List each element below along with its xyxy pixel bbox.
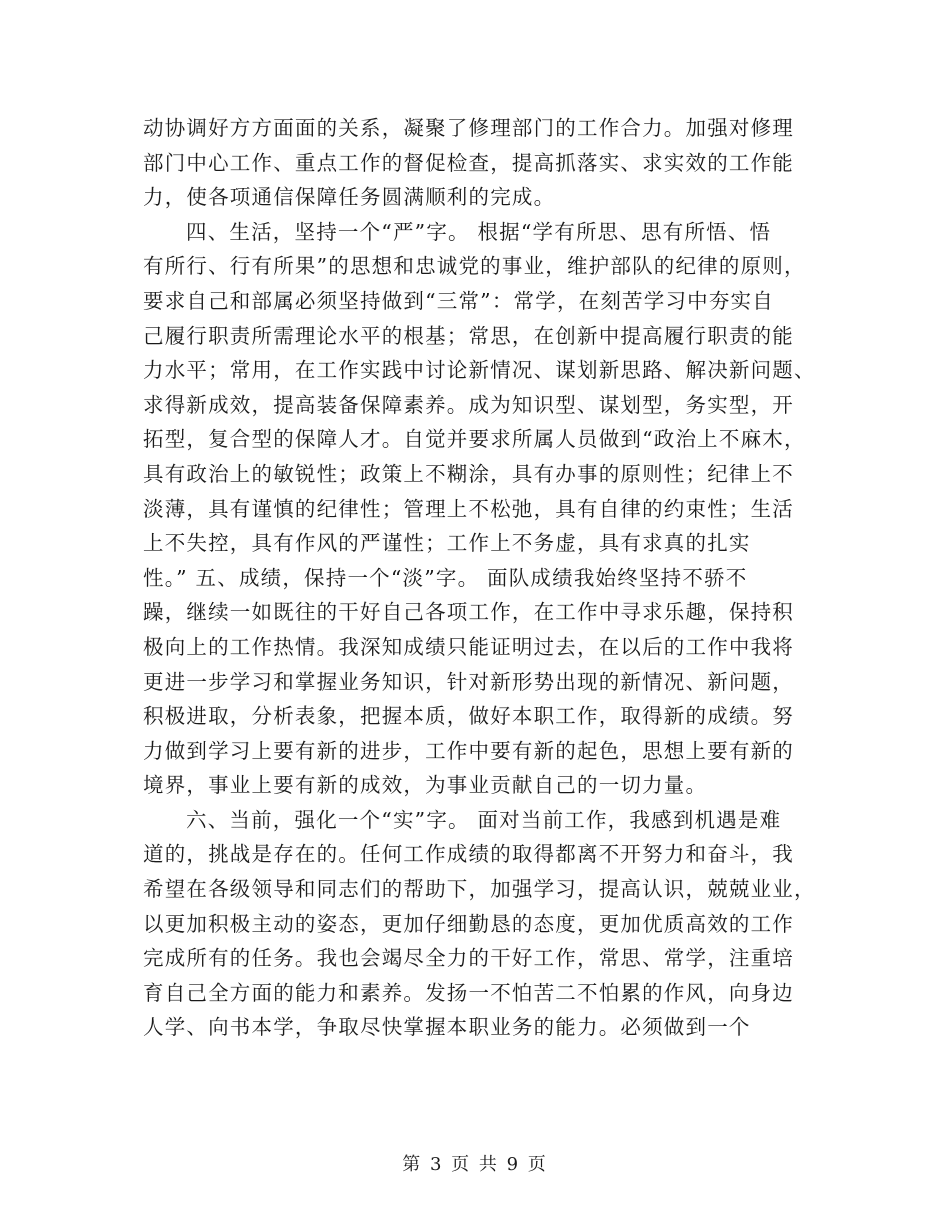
text-line: 有所行、行有所果”的思想和忠诚党的事业，维护部队的纪律的原则，	[143, 254, 806, 279]
text-line: 拓型，复合型的保障人才。自觉并要求所属人员做到“政治上不麻木，	[143, 427, 806, 452]
text-line: 希望在各级领导和同志们的帮助下，加强学习，提高认识，兢兢业业，	[143, 877, 816, 902]
text-line: 力做到学习上要有新的进步，工作中要有新的起色，思想上要有新的	[143, 738, 794, 763]
text-line: 己履行职责所需理论水平的根基；常思，在创新中提高履行职责的能	[143, 323, 794, 348]
text-line: 淡薄，具有谨慎的纪律性；管理上不松弛，具有自律的约束性；生活	[143, 496, 794, 521]
text-line: 积极进取，分析表象，把握本质，做好本职工作，取得新的成绩。努	[143, 704, 794, 729]
text-line: 力水平；常用，在工作实践中讨论新情况、谋划新思路、解决新问题、	[143, 358, 816, 383]
text-line: 部门中心工作、重点工作的督促检查，提高抓落实、求实效的工作能	[143, 150, 794, 175]
text-line: 躁，继续一如既往的干好自己各项工作，在工作中寻求乐趣，保持积	[143, 600, 794, 625]
text-line: 育自己全方面的能力和素养。发扬一不怕苦二不怕累的作风，向身边	[143, 980, 794, 1005]
section-five-heading-line: 性。” 五、成绩，保持一个“淡”字。 面队成绩我始终坚持不骄不	[143, 565, 748, 590]
section-four-heading-line: 四、生活，坚持一个“严”字。 根据“学有所思、思有所悟、悟	[186, 219, 772, 244]
text-line: 力，使各项通信保障任务圆满顺利的完成。	[143, 185, 556, 210]
text-line: 动协调好方方面面的关系，凝聚了修理部门的工作合力。加强对修理	[143, 116, 794, 140]
text-line: 道的，挑战是存在的。任何工作成绩的取得都离不开努力和奋斗，我	[143, 842, 794, 867]
text-line: 完成所有的任务。我也会竭尽全力的干好工作，常思、常学，注重培	[143, 946, 794, 971]
text-line: 境界，事业上要有新的成效，为事业贡献自己的一切力量。	[143, 773, 708, 798]
text-line: 极向上的工作热情。我深知成绩只能证明过去，在以后的工作中我将	[143, 634, 794, 659]
text-line: 更进一步学习和掌握业务知识，针对新形势出现的新情况、新问题，	[143, 669, 794, 694]
text-line: 求得新成效，提高装备保障素养。成为知识型、谋划型，务实型，开	[143, 392, 794, 417]
text-line: 以更加积极主动的姿态，更加仔细勤恳的态度，更加优质高效的工作	[143, 911, 794, 936]
text-line: 具有政治上的敏锐性；政策上不糊涂，具有办事的原则性；纪律上不	[143, 461, 794, 486]
section-six-heading-line: 六、当前，强化一个“实”字。 面对当前工作，我感到机遇是难	[186, 807, 782, 832]
text-line: 要求自己和部属必须坚持做到“三常”：常学，在刻苦学习中夯实自	[143, 288, 774, 313]
page-number: 第 3 页 共 9 页	[402, 1154, 548, 1175]
body-text	[143, 111, 816, 1045]
text-line: 人学、向书本学，争取尽快掌握本职业务的能力。必须做到一个	[143, 1015, 751, 1040]
text-line: 上不失控，具有作风的严谨性；工作上不务虚，具有求真的扎实	[143, 531, 751, 556]
